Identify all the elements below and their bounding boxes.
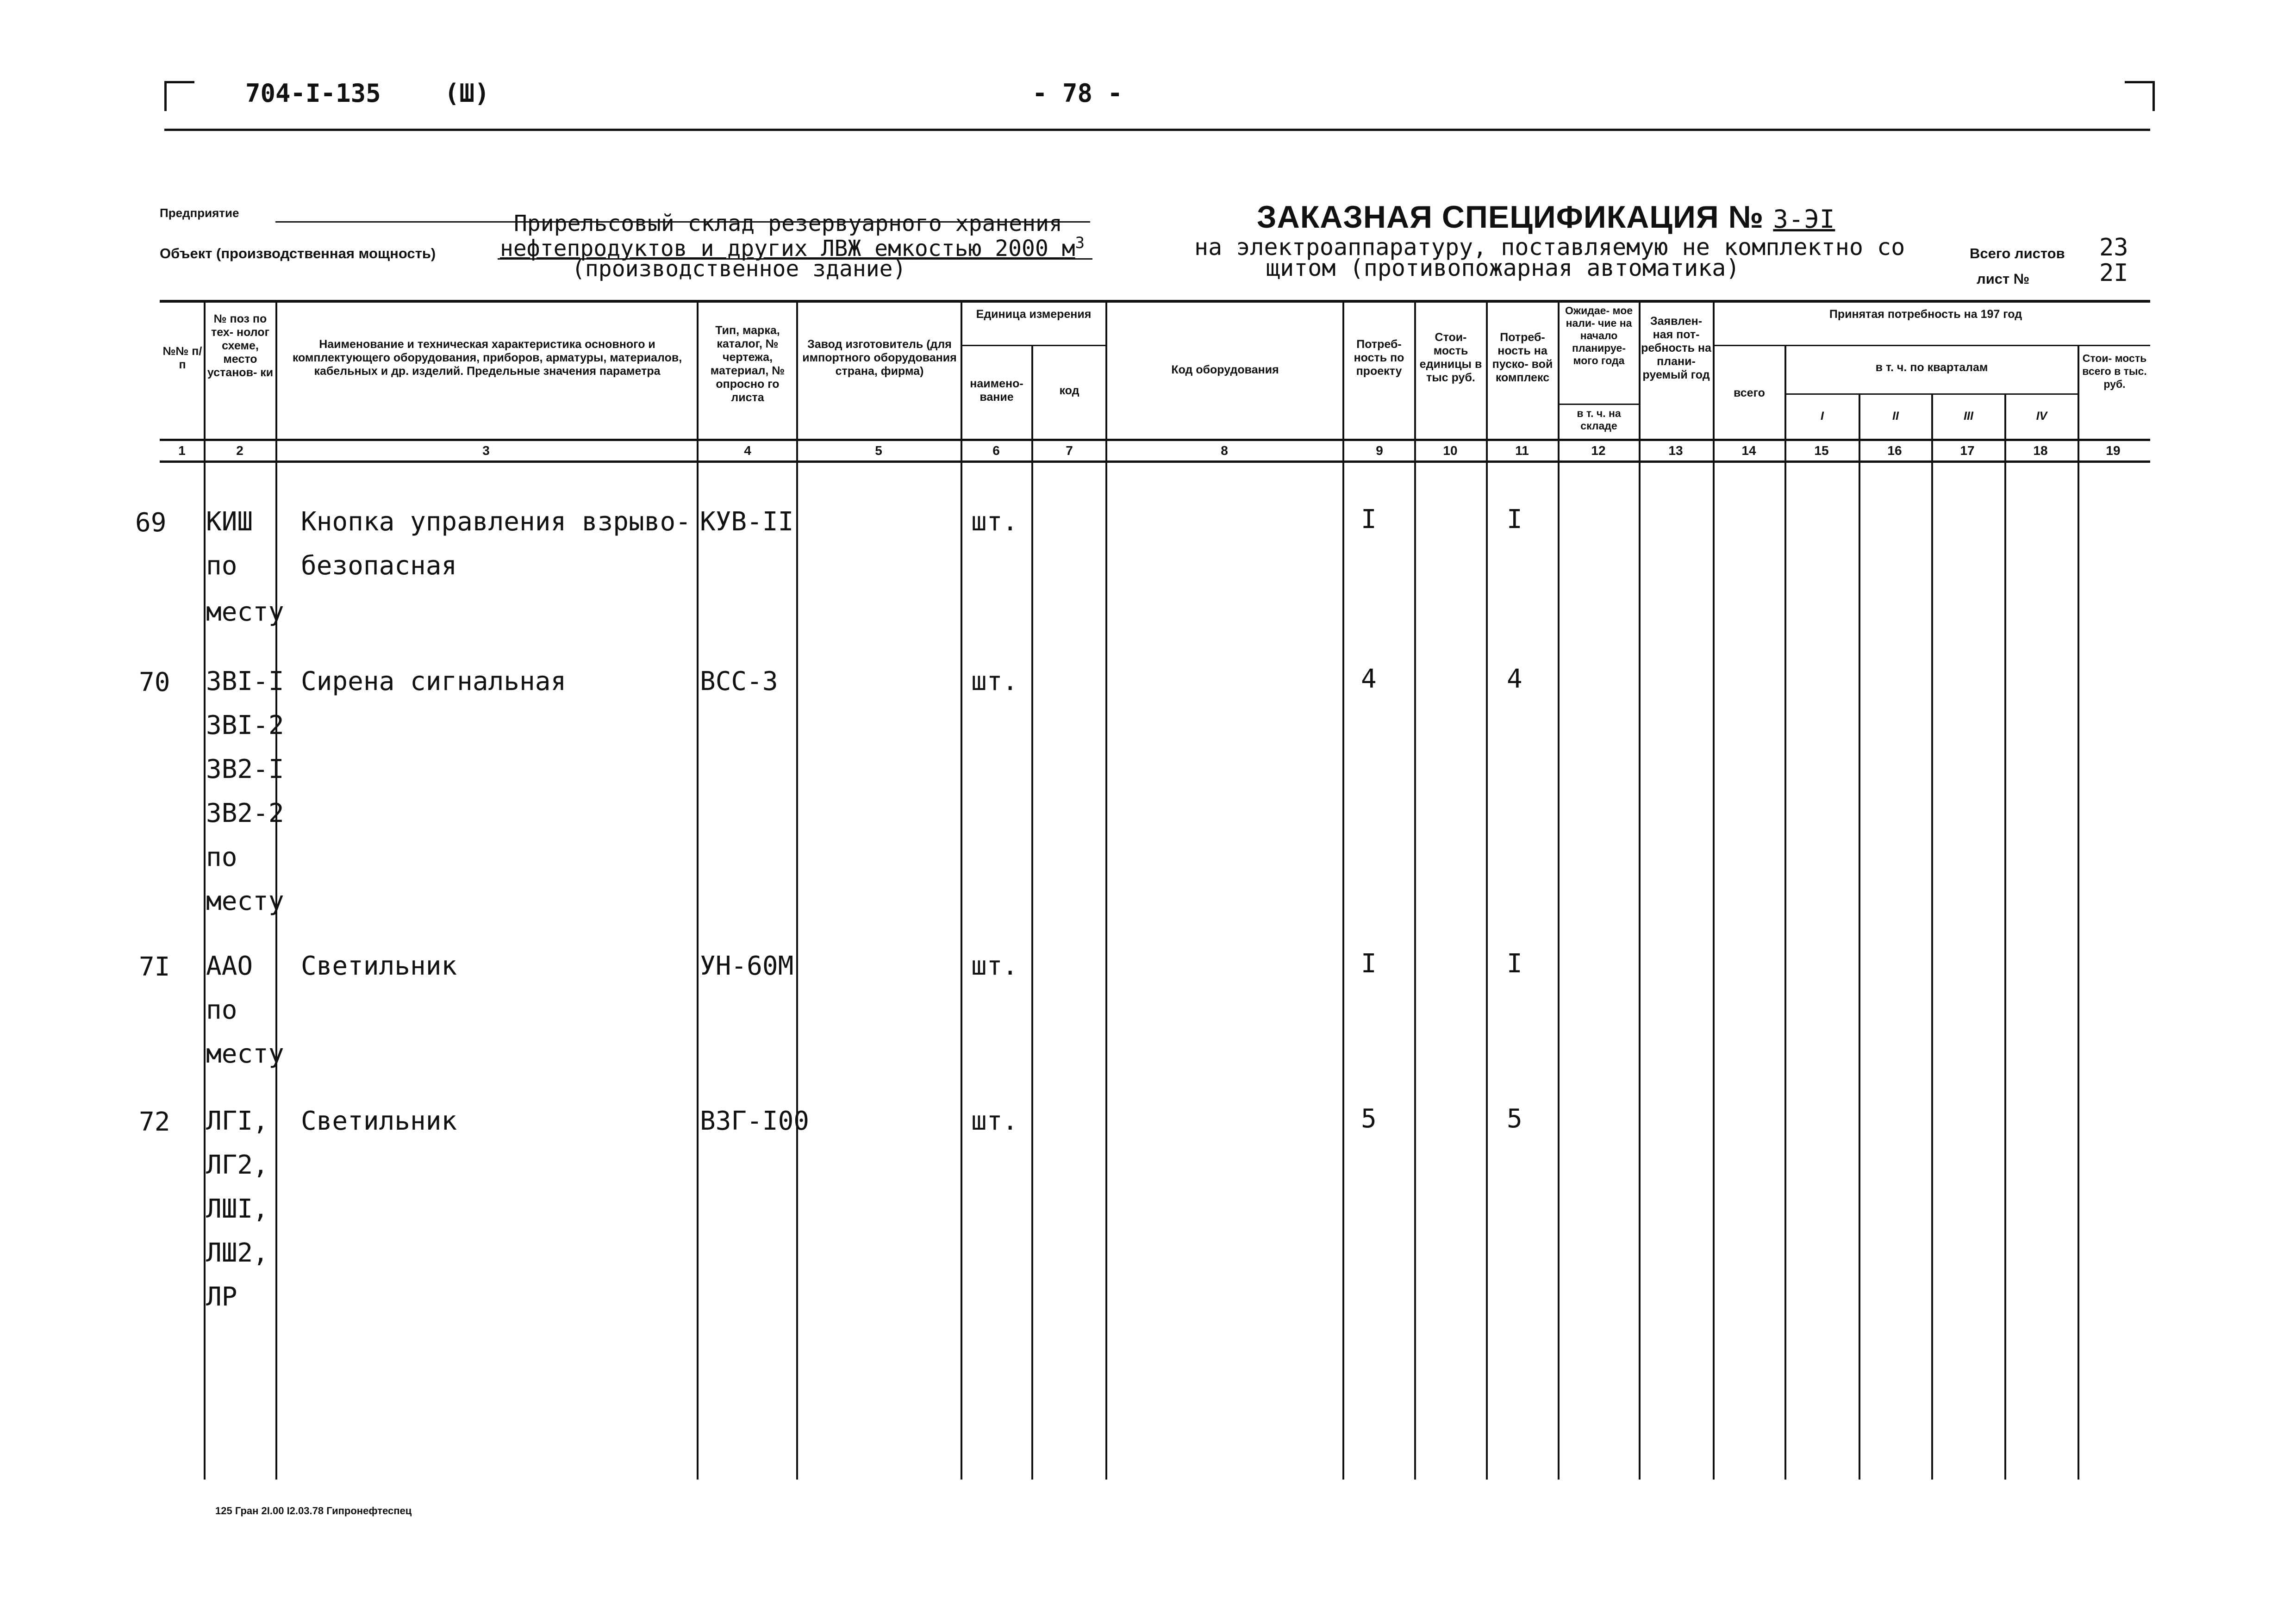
header-c15: I <box>1821 410 1824 423</box>
column-number-16: 16 <box>1887 443 1902 458</box>
row-type: ВСС-3 <box>700 666 778 696</box>
row-type: ВЗГ-I00 <box>700 1106 810 1136</box>
column-number-9: 9 <box>1376 443 1383 458</box>
column-number-10: 10 <box>1443 443 1458 458</box>
object-line-1: Прирельсовый склад резервуарного хранения <box>514 211 1062 236</box>
row-unit: шт. <box>971 1106 1018 1136</box>
col-border-16 <box>1931 395 1933 1480</box>
header-c10: Стои- мость единицы в тыс руб. <box>1419 331 1482 384</box>
row-position: по <box>206 842 237 872</box>
col-border-8 <box>1342 302 1344 1480</box>
object-line-3: (производственное здание) <box>572 256 906 282</box>
spec-title-text: ЗАКАЗНАЯ СПЕЦИФИКАЦИЯ № <box>1257 199 1764 235</box>
header-c12-sub: в т. ч. на складе <box>1577 407 1621 432</box>
header-c1: №№ п/п <box>162 345 202 371</box>
row-need-start: 5 <box>1507 1104 1522 1134</box>
header-c14: всего <box>1734 386 1765 399</box>
row-position: месту <box>206 1039 284 1069</box>
row-number: 69 <box>135 508 167 538</box>
row-position: ЛШI, <box>206 1194 268 1224</box>
header-c11: Потреб- ность на пуско- вой комплекс <box>1492 331 1553 384</box>
column-number-7: 7 <box>1066 443 1073 458</box>
col-border-17 <box>2004 395 2006 1480</box>
header-rule <box>164 129 2150 131</box>
col-border-10 <box>1486 302 1488 1480</box>
header-accepted-group: Принятая потребность на 197 год <box>1829 308 2022 321</box>
row-item-name: Кнопка управления взрыво- <box>301 507 691 537</box>
corner-mark-left <box>164 81 194 111</box>
footer-note: 125 Гран 2I.00 I2.03.78 Гипронефтеспец <box>215 1505 412 1517</box>
header-c12: Ожидае- мое нали- чие на начало планируе- мого года <box>1565 305 1633 367</box>
header-c2: № поз по тех- нолог схеме, место установ- ки <box>207 312 274 379</box>
column-number-13: 13 <box>1668 443 1683 458</box>
row-need: 5 <box>1361 1104 1377 1134</box>
object-superscript: 3 <box>1075 234 1085 252</box>
column-number-2: 2 <box>236 443 243 458</box>
total-sheets: 23 <box>2099 234 2128 261</box>
row-position: ЗВI-2 <box>206 710 284 740</box>
row-position: месту <box>206 597 284 627</box>
col-border-3 <box>697 302 699 1480</box>
row-position: ЛГI, <box>206 1106 268 1136</box>
header-c17: III <box>1964 410 1973 423</box>
table-header-bottom-rule <box>160 439 2150 441</box>
row-item-name: Светильник <box>301 951 457 981</box>
row-number: 72 <box>139 1107 170 1137</box>
column-number-19: 19 <box>2106 443 2121 458</box>
row-position: КИШ <box>206 507 253 537</box>
row-need: 4 <box>1361 664 1377 694</box>
column-number-18: 18 <box>2033 443 2048 458</box>
unit-group-rule <box>961 345 1106 346</box>
row-unit: шт. <box>971 666 1018 696</box>
row-type: КУВ-II <box>700 507 794 537</box>
row-position: ЗВI-I <box>206 666 284 696</box>
column-number-14: 14 <box>1741 443 1756 458</box>
row-number: 7I <box>139 952 170 982</box>
header-c19: Стои- мость всего в тыс. руб. <box>2082 352 2147 390</box>
col-border-14 <box>1784 346 1786 1480</box>
corner-mark-right <box>2125 81 2155 111</box>
row-item-name: Сирена сигнальная <box>301 666 567 696</box>
header-c13: Заявлен- ная пот- ребность на плани- руемый год <box>1641 315 1711 381</box>
column-number-17: 17 <box>1960 443 1975 458</box>
column-number-6: 6 <box>992 443 1000 458</box>
column-number-4: 4 <box>744 443 751 458</box>
header-c3: Наименование и техническая характеристика основного и комплектующего оборудования, приборов, арматуры, материалов, кабельных и др. изделий. Предельные значения параметра <box>292 338 682 378</box>
column-number-1: 1 <box>178 443 186 458</box>
header-quarters-group: в т. ч. по кварталам <box>1875 361 1988 374</box>
object-line-2-text: нефтепродуктов и других ЛВЖ емкостью 2000 м <box>500 236 1075 261</box>
table-top-rule <box>160 300 2150 303</box>
row-item-name: Светильник <box>301 1106 457 1136</box>
row-need-start: I <box>1507 949 1522 979</box>
row-item-name: безопасная <box>301 551 457 581</box>
header-c8: Код оборудования <box>1171 363 1279 376</box>
accepted-group-rule <box>1713 345 2150 346</box>
row-unit: шт. <box>971 507 1018 537</box>
header-c9: Потреб- ность по проекту <box>1354 338 1404 378</box>
doc-code: 704-I-135 <box>245 79 381 108</box>
col-border-12 <box>1639 302 1641 1480</box>
row-need-start: I <box>1507 504 1522 535</box>
sheet-label: лист № <box>1977 271 2030 287</box>
enterprise-label: Предприятие <box>160 206 239 220</box>
header-c4: Тип, марка, каталог, № чертежа, материал, № опросно го листа <box>710 324 785 404</box>
doc-part: (Ш) <box>444 79 490 108</box>
page-number: - 78 - <box>1032 79 1123 108</box>
col-border-11 <box>1558 302 1560 1480</box>
column-number-5: 5 <box>875 443 882 458</box>
column-number-11: 11 <box>1515 443 1529 458</box>
column-number-12: 12 <box>1591 443 1606 458</box>
row-position: ЛГ2, <box>206 1150 268 1180</box>
header-c6: наимено- вание <box>970 377 1023 404</box>
row-position: по <box>206 551 237 581</box>
stock-sub-rule <box>1558 404 1639 405</box>
row-position: ЛШ2, <box>206 1238 268 1268</box>
spec-subtitle-1: на электроаппаратуру, поставляемую не комплектно со <box>1194 234 1905 261</box>
row-position: ЗВ2-2 <box>206 798 284 828</box>
object-label: Объект (производственная мощность) <box>160 245 436 261</box>
spec-title <box>1257 199 1835 235</box>
col-border-15 <box>1859 395 1860 1480</box>
column-number-8: 8 <box>1221 443 1228 458</box>
row-need: I <box>1361 949 1377 979</box>
total-sheets-label: Всего листов <box>1970 245 2065 261</box>
row-need-start: 4 <box>1507 664 1522 694</box>
row-position: ААО <box>206 951 253 981</box>
col-border-1 <box>204 302 206 1480</box>
row-type: УН-60М <box>700 951 794 981</box>
header-c7: код <box>1059 384 1079 397</box>
row-position: ЗВ2-I <box>206 754 284 784</box>
header-c18: IV <box>2036 410 2047 423</box>
row-unit: шт. <box>971 951 1018 981</box>
row-position: ЛР <box>206 1282 237 1312</box>
row-need: I <box>1361 504 1377 535</box>
col-border-6 <box>1031 346 1033 1480</box>
column-number-3: 3 <box>482 443 490 458</box>
sheet-number: 2I <box>2099 259 2128 287</box>
col-border-4 <box>796 302 798 1480</box>
row-position: по <box>206 995 237 1025</box>
spec-number: 3-ЭI <box>1773 205 1835 234</box>
header-c5: Завод изготовитель (для импортного оборудования страна, фирма) <box>802 338 957 378</box>
header-c16: II <box>1892 410 1899 423</box>
row-position: месту <box>206 886 284 916</box>
col-border-18 <box>2078 346 2079 1480</box>
col-border-7 <box>1105 302 1107 1480</box>
row-number: 70 <box>139 667 170 697</box>
spec-subtitle-2: щитом (противопожарная автоматика) <box>1266 255 1740 281</box>
col-border-9 <box>1414 302 1416 1480</box>
header-unit-group: Единица измерения <box>976 308 1092 321</box>
col-border-13 <box>1713 302 1715 1480</box>
table-colnum-bottom-rule <box>160 460 2150 463</box>
column-number-15: 15 <box>1814 443 1829 458</box>
col-border-5 <box>961 302 962 1480</box>
